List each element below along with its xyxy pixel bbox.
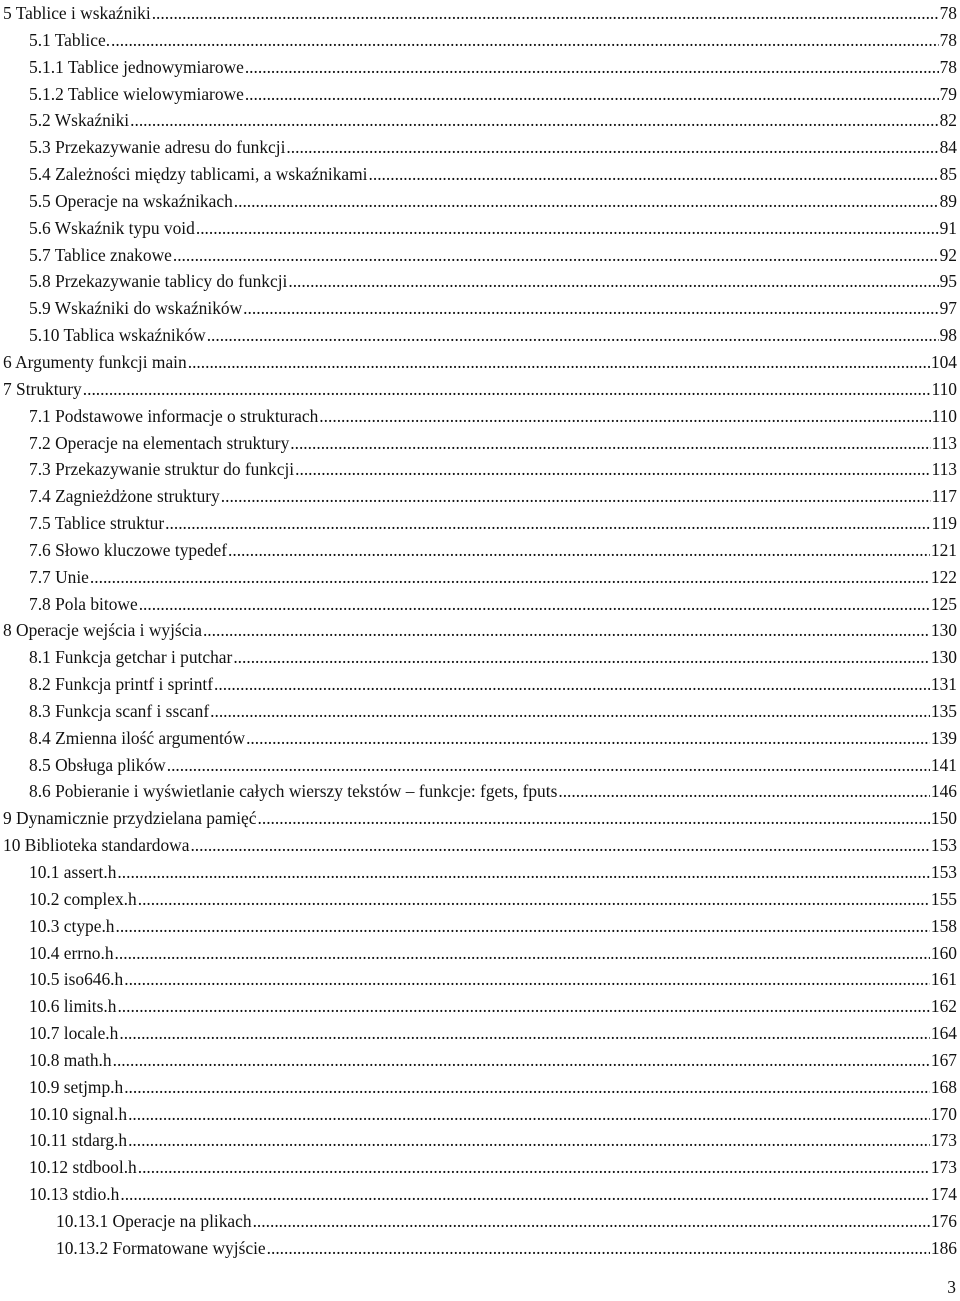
toc-entry[interactable] [0, 430, 957, 457]
toc-entry-title: 10.11 stdarg.h [29, 1130, 128, 1151]
toc-entry[interactable] [0, 403, 957, 430]
toc-dot-leader [210, 698, 930, 725]
toc-entry-title: 8.4 Zmienna ilość argumentów [29, 727, 246, 748]
toc-dot-leader [245, 54, 939, 81]
toc-entry[interactable] [0, 295, 957, 322]
toc-entry-page: 89 [939, 190, 957, 211]
toc-entry[interactable] [0, 591, 957, 618]
toc-dot-leader [138, 886, 930, 913]
toc-entry-page: 173 [930, 1157, 957, 1178]
toc-entry-page: 155 [930, 888, 957, 909]
toc-entry-title: 5.8 Przekazywanie tablicy do funkcji [29, 271, 288, 292]
toc-entry-page: 79 [939, 83, 957, 104]
toc-entry[interactable] [0, 483, 957, 510]
toc-entry[interactable] [0, 510, 957, 537]
toc-entry-title: 10.13 stdio.h [29, 1184, 120, 1205]
toc-entry[interactable] [0, 1047, 957, 1074]
toc-entry[interactable] [0, 752, 957, 779]
toc-entry-page: 122 [930, 566, 957, 587]
toc-entry[interactable] [0, 27, 957, 54]
toc-entry-title: 8 Operacje wejścia i wyjścia [3, 620, 202, 641]
toc-entry-title: 10.6 limits.h [29, 996, 117, 1017]
toc-entry-page: 161 [930, 969, 957, 990]
toc-entry[interactable] [0, 81, 957, 108]
toc-dot-leader [188, 349, 930, 376]
toc-entry[interactable] [0, 322, 957, 349]
toc-dot-leader [113, 1047, 930, 1074]
toc-dot-leader [267, 1235, 930, 1262]
toc-entry-title: 5.10 Tablica wskaźników [29, 325, 206, 346]
toc-entry-title: 10.7 locale.h [29, 1023, 119, 1044]
toc-dot-leader [119, 1020, 930, 1047]
toc-dot-leader [233, 644, 930, 671]
toc-dot-leader [128, 1101, 930, 1128]
toc-entry-page: 168 [930, 1076, 957, 1097]
toc-entry-page: 97 [939, 298, 957, 319]
page-number: 3 [947, 1277, 956, 1297]
toc-entry-title: 8.6 Pobieranie i wyświetlanie całych wierszy tekstów – funkcje: fgets, fputs [29, 781, 558, 802]
toc-entry-page: 153 [930, 862, 957, 882]
toc-entry-title: 8.1 Funkcja getchar i putchar [29, 647, 233, 668]
toc-entry[interactable] [0, 644, 957, 671]
toc-dot-leader [139, 591, 930, 618]
toc-entry-page: 173 [930, 1130, 957, 1151]
toc-entry-page: 110 [931, 378, 957, 399]
toc-entry-page: 146 [930, 781, 957, 802]
toc-entry-title: 10.13.2 Formatowane wyjście [56, 1237, 266, 1258]
toc-entry[interactable] [0, 940, 957, 967]
toc-dot-leader [319, 403, 930, 430]
toc-entry-page: 139 [930, 727, 957, 748]
toc-entry-page: 78 [939, 3, 957, 23]
toc-entry-page: 164 [930, 1023, 957, 1044]
toc-entry-page: 167 [930, 1049, 957, 1070]
toc-dot-leader [243, 295, 938, 322]
toc-dot-leader [130, 107, 938, 134]
toc-entry-page: 110 [931, 405, 957, 426]
toc-entry[interactable] [0, 268, 957, 295]
toc-entry-page: 104 [930, 351, 957, 372]
toc-dot-leader [83, 376, 931, 403]
toc-entry-title: 5.3 Przekazywanie adresu do funkcji [29, 137, 286, 158]
toc-entry[interactable] [0, 107, 957, 134]
toc-entry-page: 78 [939, 29, 957, 50]
toc-entry-title: 5 Tablice i wskaźniki [3, 3, 151, 23]
toc-entry-page: 91 [939, 217, 957, 238]
toc-entry-title: 7.2 Operacje na elementach struktury [29, 432, 290, 453]
toc-entry-title: 7.4 Zagnieżdżone struktury [29, 486, 220, 507]
toc-entry[interactable] [0, 134, 957, 161]
toc-entry[interactable] [0, 537, 957, 564]
toc-entry[interactable] [0, 671, 957, 698]
toc-entry-title: 10.12 stdbool.h [29, 1157, 137, 1178]
toc-dot-leader [196, 215, 939, 242]
toc-entry-title: 7 Struktury [3, 378, 82, 399]
toc-entry-title: 10.9 setjmp.h [29, 1076, 124, 1097]
toc-entry[interactable] [0, 805, 957, 832]
toc-entry-page: 160 [930, 942, 957, 963]
toc-dot-leader [258, 805, 930, 832]
toc-entry-page: 186 [930, 1237, 957, 1258]
toc-entry-page: 153 [930, 835, 957, 856]
toc-dot-leader [214, 671, 930, 698]
toc-entry[interactable] [0, 1101, 957, 1128]
toc-dot-leader [128, 1127, 930, 1154]
toc-entry[interactable] [0, 1127, 957, 1154]
toc-entry-title: 5.1 Tablice. [29, 29, 111, 50]
toc-dot-leader [221, 483, 931, 510]
toc-dot-leader [228, 537, 930, 564]
toc-entry-page: 125 [930, 593, 957, 614]
toc-entry-page: 162 [930, 996, 957, 1017]
toc-entry[interactable] [0, 242, 957, 269]
toc-entry-title: 8.3 Funkcja scanf i sscanf [29, 700, 210, 721]
toc-entry-title: 10 Biblioteka standardowa [3, 835, 190, 856]
toc-entry-title: 10.5 iso646.h [29, 969, 124, 990]
toc-entry-page: 95 [939, 271, 957, 292]
toc-dot-leader [286, 134, 938, 161]
toc-dot-leader [124, 966, 930, 993]
toc-entry-page: 150 [930, 808, 957, 829]
toc-entry[interactable] [0, 725, 957, 752]
toc-entry-page: 84 [939, 137, 957, 158]
toc-entry-title: 10.1 assert.h [29, 862, 117, 882]
toc-entry[interactable] [0, 778, 957, 805]
toc-dot-leader [120, 1181, 930, 1208]
toc-dot-leader [138, 1154, 930, 1181]
toc-entry-title: 5.1.1 Tablice jednowymiarowe [29, 56, 244, 77]
toc-entry[interactable] [0, 698, 957, 725]
toc-entry[interactable] [0, 349, 957, 376]
toc-entry-page: 85 [939, 164, 957, 185]
toc-entry-title: 10.10 signal.h [29, 1103, 128, 1124]
toc-entry[interactable] [0, 1074, 957, 1101]
toc-entry-title: 10.3 ctype.h [29, 915, 115, 936]
toc-dot-leader [152, 0, 939, 27]
toc-dot-leader [246, 725, 930, 752]
toc-entry-title: 10.2 complex.h [29, 888, 137, 909]
toc-entry[interactable] [0, 993, 957, 1020]
toc-entry-page: 117 [931, 486, 957, 507]
toc-dot-leader [190, 832, 929, 859]
toc-dot-leader [558, 778, 930, 805]
toc-entry[interactable] [0, 617, 957, 644]
toc-dot-leader [234, 188, 939, 215]
toc-entry-title: 5.9 Wskaźniki do wskaźników [29, 298, 243, 319]
toc-entry-page: 119 [931, 513, 957, 534]
toc-entry-page: 131 [930, 674, 957, 695]
toc-dot-leader [290, 430, 930, 457]
toc-entry[interactable] [0, 161, 957, 188]
toc-entry[interactable] [0, 215, 957, 242]
toc-entry-page: 113 [931, 432, 957, 453]
toc-entry[interactable] [0, 966, 957, 993]
toc-entry[interactable] [0, 376, 957, 403]
toc-entry-page: 176 [930, 1210, 957, 1231]
toc-entry[interactable] [0, 1208, 957, 1235]
toc-entry[interactable] [0, 564, 957, 591]
toc-entry-page: 170 [930, 1103, 957, 1124]
toc-entry-page: 130 [930, 647, 957, 668]
toc-entry-page: 98 [939, 325, 957, 346]
toc-dot-leader [117, 859, 929, 886]
toc-entry-title: 7.1 Podstawowe informacje o strukturach [29, 405, 319, 426]
toc-dot-leader [117, 993, 929, 1020]
toc-entry-page: 78 [939, 56, 957, 77]
toc-entry-title: 10.8 math.h [29, 1049, 112, 1070]
toc-dot-leader [173, 242, 939, 269]
toc-dot-leader [253, 1208, 930, 1235]
toc-entry-page: 92 [939, 244, 957, 265]
toc-entry-title: 10.13.1 Operacje na plikach [56, 1210, 252, 1231]
toc-entry[interactable] [0, 913, 957, 940]
toc-entry[interactable] [0, 0, 957, 27]
toc-entry-page: 141 [930, 754, 957, 775]
toc-entry-title: 10.4 errno.h [29, 942, 114, 963]
toc-entry-page: 113 [931, 459, 957, 480]
toc-dot-leader [295, 456, 930, 483]
toc-entry[interactable] [0, 1020, 957, 1047]
toc-entry[interactable] [0, 1154, 957, 1181]
toc-dot-leader [124, 1074, 930, 1101]
toc-entry-page: 135 [930, 700, 957, 721]
toc-dot-leader [90, 564, 930, 591]
toc-entry-page: 174 [930, 1184, 957, 1205]
toc-dot-leader [207, 322, 939, 349]
toc-entry[interactable] [0, 1181, 957, 1208]
toc-dot-leader [115, 940, 930, 967]
toc-entry-title: 7.5 Tablice struktur [29, 513, 165, 534]
toc-entry-title: 5.7 Tablice znakowe [29, 244, 172, 265]
toc-entry-title: 5.6 Wskaźnik typu void [29, 217, 195, 238]
toc-entry-title: 5.1.2 Tablice wielowymiarowe [29, 83, 244, 104]
toc-dot-leader [111, 27, 939, 54]
toc-dot-leader [245, 81, 939, 108]
toc-dot-leader [115, 913, 929, 940]
toc-entry-page: 82 [939, 110, 957, 131]
toc-entry[interactable] [0, 1235, 957, 1262]
toc-entry-title: 7.8 Pola bitowe [29, 593, 138, 614]
toc-entry[interactable] [0, 54, 957, 81]
toc-entry-title: 8.5 Obsługa plików [29, 754, 166, 775]
toc-entry-title: 6 Argumenty funkcji main [3, 351, 187, 372]
toc-entry[interactable] [0, 859, 957, 886]
toc-entry-title: 5.4 Zależności między tablicami, a wskaźnikami [29, 164, 368, 185]
toc-entry[interactable] [0, 832, 957, 859]
toc-dot-leader [165, 510, 930, 537]
toc-dot-leader [167, 752, 930, 779]
toc-entry-title: 7.6 Słowo kluczowe typedef [29, 539, 228, 560]
toc-dot-leader [369, 161, 939, 188]
toc-entry-page: 130 [930, 620, 957, 641]
toc-entry-page: 158 [930, 915, 957, 936]
toc-entry-title: 8.2 Funkcja printf i sprintf [29, 674, 214, 695]
toc-entry-title: 9 Dynamicznie przydzielana pamięć [3, 808, 257, 829]
toc-dot-leader [288, 268, 938, 295]
toc-entry-title: 5.5 Operacje na wskaźnikach [29, 190, 233, 211]
toc-entry-title: 5.2 Wskaźniki [29, 110, 130, 131]
toc-entry-title: 7.7 Unie [29, 566, 89, 587]
toc-entry-title: 7.3 Przekazywanie struktur do funkcji [29, 459, 295, 480]
toc-entry-page: 121 [930, 539, 957, 560]
toc-entry[interactable] [0, 886, 957, 913]
toc-dot-leader [203, 617, 930, 644]
toc-entry[interactable] [0, 188, 957, 215]
toc-entry[interactable] [0, 456, 957, 483]
